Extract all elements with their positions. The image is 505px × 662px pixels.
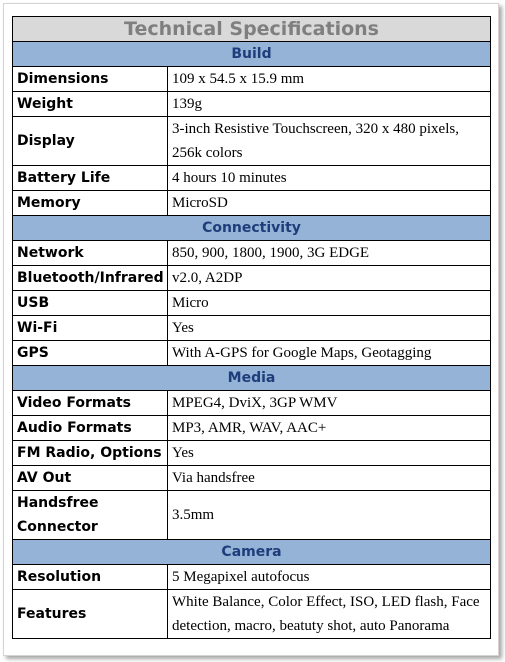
spec-label: Display bbox=[13, 117, 168, 166]
title-row bbox=[13, 17, 491, 42]
table-row bbox=[13, 341, 491, 366]
spec-label: Battery Life bbox=[13, 166, 168, 191]
table-row bbox=[13, 590, 491, 639]
section-header-connectivity bbox=[13, 216, 491, 241]
spec-value: White Balance, Color Effect, ISO, LED flash, Face detection, macro, beatuty shot, auto Panorama bbox=[168, 590, 491, 639]
spec-table bbox=[12, 16, 491, 639]
table-row bbox=[13, 466, 491, 491]
section-header-camera bbox=[13, 540, 491, 565]
spec-label: Video Formats bbox=[13, 391, 168, 416]
table-row bbox=[13, 166, 491, 191]
spec-value: Yes bbox=[168, 441, 491, 466]
section-title: Camera bbox=[13, 540, 491, 565]
table-row bbox=[13, 391, 491, 416]
spec-sheet-frame bbox=[3, 3, 499, 656]
spec-label: Handsfree Connector bbox=[13, 491, 168, 540]
spec-value: 139g bbox=[168, 92, 491, 117]
table-row bbox=[13, 191, 491, 216]
table-row bbox=[13, 266, 491, 291]
section-header-media bbox=[13, 366, 491, 391]
spec-label: Audio Formats bbox=[13, 416, 168, 441]
spec-value: 109 x 54.5 x 15.9 mm bbox=[168, 67, 491, 92]
spec-value: 3-inch Resistive Touchscreen, 320 x 480 pixels, 256k colors bbox=[168, 117, 491, 166]
spec-label: Bluetooth/Infrared bbox=[13, 266, 168, 291]
spec-value: 5 Megapixel autofocus bbox=[168, 565, 491, 590]
spec-value: 4 hours 10 minutes bbox=[168, 166, 491, 191]
spec-label: Features bbox=[13, 590, 168, 639]
section-title: Media bbox=[13, 366, 491, 391]
spec-label: Dimensions bbox=[13, 67, 168, 92]
spec-label: USB bbox=[13, 291, 168, 316]
spec-value: Micro bbox=[168, 291, 491, 316]
spec-value: MicroSD bbox=[168, 191, 491, 216]
table-row bbox=[13, 491, 491, 540]
spec-label: FM Radio, Options bbox=[13, 441, 168, 466]
spec-label: Memory bbox=[13, 191, 168, 216]
section-title: Build bbox=[13, 42, 491, 67]
spec-value: With A-GPS for Google Maps, Geotagging bbox=[168, 341, 491, 366]
spec-label: Wi-Fi bbox=[13, 316, 168, 341]
spec-value: Via handsfree bbox=[168, 466, 491, 491]
spec-label: Resolution bbox=[13, 565, 168, 590]
table-row bbox=[13, 67, 491, 92]
table-row bbox=[13, 441, 491, 466]
table-row bbox=[13, 117, 491, 166]
table-row bbox=[13, 92, 491, 117]
spec-value: 850, 900, 1800, 1900, 3G EDGE bbox=[168, 241, 491, 266]
table-title: Technical Specifications bbox=[13, 17, 491, 42]
spec-value: Yes bbox=[168, 316, 491, 341]
section-header-build bbox=[13, 42, 491, 67]
spec-value: 3.5mm bbox=[168, 491, 491, 540]
table-row bbox=[13, 416, 491, 441]
table-row bbox=[13, 291, 491, 316]
section-title: Connectivity bbox=[13, 216, 491, 241]
spec-label: Weight bbox=[13, 92, 168, 117]
spec-value: MPEG4, DviX, 3GP WMV bbox=[168, 391, 491, 416]
spec-label: Network bbox=[13, 241, 168, 266]
table-row bbox=[13, 241, 491, 266]
spec-value: MP3, AMR, WAV, AAC+ bbox=[168, 416, 491, 441]
table-row bbox=[13, 565, 491, 590]
spec-label: AV Out bbox=[13, 466, 168, 491]
spec-value: v2.0, A2DP bbox=[168, 266, 491, 291]
spec-label: GPS bbox=[13, 341, 168, 366]
table-row bbox=[13, 316, 491, 341]
